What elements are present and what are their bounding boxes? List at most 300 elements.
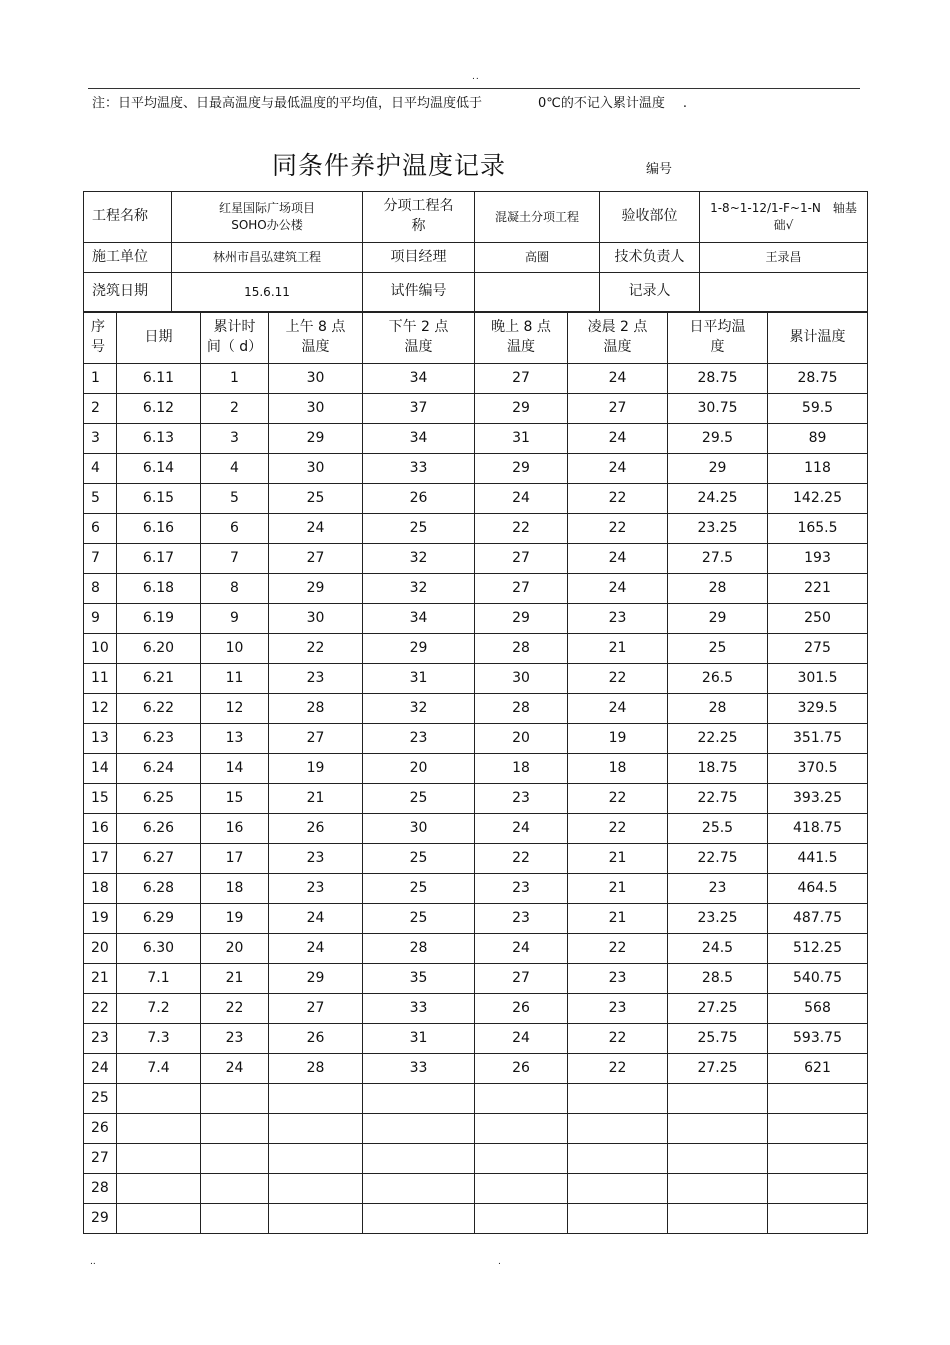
row-avg: 22.25	[668, 724, 768, 754]
row-pm2: 35	[363, 964, 475, 994]
row-date: 6.18	[117, 574, 201, 604]
row-night8: 27	[475, 964, 568, 994]
footer-dot-center: .	[498, 1257, 501, 1267]
row-seq: 28	[84, 1174, 117, 1204]
pour-date-label: 浇筑日期	[84, 273, 172, 312]
row-days	[201, 1114, 269, 1144]
row-date: 6.29	[117, 904, 201, 934]
col-am8	[269, 313, 363, 364]
row-dawn2: 21	[568, 634, 668, 664]
row-seq: 16	[84, 814, 117, 844]
row-days: 1	[201, 364, 269, 394]
row-days	[201, 1084, 269, 1114]
row-pm2: 34	[363, 364, 475, 394]
table-row	[84, 664, 868, 694]
sub-project-value: 混凝土分项工程	[475, 192, 600, 243]
row-am8: 30	[269, 394, 363, 424]
row-seq: 13	[84, 724, 117, 754]
temperature-record-table	[83, 312, 868, 1234]
row-dawn2: 21	[568, 874, 668, 904]
row-pm2: 20	[363, 754, 475, 784]
row-night8: 27	[475, 544, 568, 574]
row-dawn2: 21	[568, 904, 668, 934]
row-avg: 27.25	[668, 994, 768, 1024]
row-seq: 20	[84, 934, 117, 964]
row-cum: 540.75	[768, 964, 868, 994]
row-dawn2	[568, 1204, 668, 1234]
tech-lead-value: 王录昌	[700, 243, 868, 273]
row-cum	[768, 1114, 868, 1144]
acceptance-part-line1: 1-8~1-12/1-F~1-N 轴基	[710, 201, 857, 216]
sub-project-label	[363, 192, 475, 243]
row-avg: 23	[668, 874, 768, 904]
row-cum: 370.5	[768, 754, 868, 784]
row-date: 6.11	[117, 364, 201, 394]
row-dawn2: 24	[568, 424, 668, 454]
note-part1: 注：日平均温度、日最高温度与最低温度的平均值，日平均温度低于	[92, 96, 483, 111]
row-date: 6.26	[117, 814, 201, 844]
row-days: 3	[201, 424, 269, 454]
row-am8: 26	[269, 1024, 363, 1054]
table-row	[84, 514, 868, 544]
row-night8: 28	[475, 634, 568, 664]
table-row	[84, 1024, 868, 1054]
col-seq-line2: 号	[91, 339, 105, 355]
row-pm2: 33	[363, 1054, 475, 1084]
row-dawn2	[568, 1174, 668, 1204]
row-date: 6.21	[117, 664, 201, 694]
row-days: 6	[201, 514, 269, 544]
table-row	[84, 1174, 868, 1204]
info-row-unit	[84, 243, 868, 273]
row-seq: 23	[84, 1024, 117, 1054]
col-cum-days	[201, 313, 269, 364]
table-row	[84, 874, 868, 904]
row-am8	[269, 1204, 363, 1234]
row-am8	[269, 1114, 363, 1144]
table-row	[84, 934, 868, 964]
row-night8: 24	[475, 934, 568, 964]
row-cum: 142.25	[768, 484, 868, 514]
row-dawn2: 24	[568, 364, 668, 394]
row-dawn2: 27	[568, 394, 668, 424]
row-dawn2: 21	[568, 844, 668, 874]
row-night8: 24	[475, 1024, 568, 1054]
row-days: 13	[201, 724, 269, 754]
row-night8: 23	[475, 874, 568, 904]
row-am8: 27	[269, 994, 363, 1024]
row-pm2: 34	[363, 604, 475, 634]
row-cum: 221	[768, 574, 868, 604]
row-pm2: 25	[363, 904, 475, 934]
row-am8: 26	[269, 814, 363, 844]
row-am8	[269, 1144, 363, 1174]
row-pm2: 25	[363, 784, 475, 814]
row-cum: 193	[768, 544, 868, 574]
col-cum-days-line1: 累计时	[213, 319, 256, 336]
row-night8	[475, 1144, 568, 1174]
row-night8: 22	[475, 844, 568, 874]
construction-unit-label: 施工单位	[84, 243, 172, 273]
temperature-rows	[84, 364, 868, 1234]
row-dawn2: 24	[568, 694, 668, 724]
acceptance-part-label: 验收部位	[600, 192, 700, 243]
row-pm2: 33	[363, 454, 475, 484]
row-am8: 23	[269, 664, 363, 694]
row-am8: 29	[269, 424, 363, 454]
row-pm2	[363, 1204, 475, 1234]
row-am8: 23	[269, 874, 363, 904]
row-avg	[668, 1114, 768, 1144]
col-seq-line1: 序	[91, 319, 105, 336]
table-row	[84, 364, 868, 394]
row-days: 22	[201, 994, 269, 1024]
row-avg: 25.75	[668, 1024, 768, 1054]
table-row	[84, 1084, 868, 1114]
row-days	[201, 1204, 269, 1234]
row-date: 6.28	[117, 874, 201, 904]
code-label: 编号	[646, 162, 673, 177]
row-date: 6.27	[117, 844, 201, 874]
row-avg: 28	[668, 694, 768, 724]
row-dawn2: 22	[568, 934, 668, 964]
row-dawn2: 24	[568, 544, 668, 574]
row-pm2	[363, 1084, 475, 1114]
table-row	[84, 694, 868, 724]
row-pm2: 34	[363, 424, 475, 454]
row-dawn2	[568, 1114, 668, 1144]
row-am8: 30	[269, 364, 363, 394]
row-dawn2	[568, 1144, 668, 1174]
note-line	[92, 92, 687, 111]
info-row-project	[84, 192, 868, 243]
table-row	[84, 904, 868, 934]
row-date: 6.13	[117, 424, 201, 454]
row-days: 10	[201, 634, 269, 664]
row-dawn2: 24	[568, 454, 668, 484]
row-night8: 22	[475, 514, 568, 544]
row-night8	[475, 1084, 568, 1114]
footer-dots-left: ..	[90, 1257, 96, 1267]
row-date	[117, 1174, 201, 1204]
col-am8-line1: 上午 8 点	[285, 319, 346, 336]
row-dawn2: 22	[568, 514, 668, 544]
row-pm2	[363, 1174, 475, 1204]
row-cum: 512.25	[768, 934, 868, 964]
row-night8	[475, 1114, 568, 1144]
row-seq: 29	[84, 1204, 117, 1234]
row-pm2: 37	[363, 394, 475, 424]
row-pm2: 32	[363, 544, 475, 574]
project-name-label: 工程名称	[84, 192, 172, 243]
col-daily-avg-line2: 度	[710, 339, 725, 355]
note-part2: 0℃的不记入累计温度	[538, 96, 665, 111]
row-seq: 9	[84, 604, 117, 634]
row-seq: 22	[84, 994, 117, 1024]
row-avg: 27.25	[668, 1054, 768, 1084]
row-am8: 24	[269, 904, 363, 934]
row-am8: 24	[269, 934, 363, 964]
row-pm2: 30	[363, 814, 475, 844]
sub-project-label-line2: 称	[411, 218, 426, 234]
row-cum	[768, 1144, 868, 1174]
table-row	[84, 1114, 868, 1144]
col-seq	[84, 313, 117, 364]
row-seq: 6	[84, 514, 117, 544]
specimen-no-label: 试件编号	[363, 273, 475, 312]
row-dawn2: 22	[568, 1024, 668, 1054]
row-am8	[269, 1174, 363, 1204]
row-dawn2	[568, 1084, 668, 1114]
table-row	[84, 544, 868, 574]
col-am8-line2: 温度	[301, 339, 330, 355]
row-days: 17	[201, 844, 269, 874]
row-night8: 29	[475, 394, 568, 424]
table-row	[84, 754, 868, 784]
tech-lead-label: 技术负责人	[600, 243, 700, 273]
row-days: 24	[201, 1054, 269, 1084]
row-seq: 25	[84, 1084, 117, 1114]
row-avg: 27.5	[668, 544, 768, 574]
row-am8: 28	[269, 1054, 363, 1084]
row-avg: 23.25	[668, 904, 768, 934]
col-daily-avg-line1: 日平均温	[689, 319, 746, 336]
row-cum: 351.75	[768, 724, 868, 754]
row-pm2: 25	[363, 844, 475, 874]
col-pm2	[363, 313, 475, 364]
row-avg: 22.75	[668, 784, 768, 814]
row-night8: 24	[475, 814, 568, 844]
row-cum: 329.5	[768, 694, 868, 724]
row-pm2: 32	[363, 574, 475, 604]
row-seq: 11	[84, 664, 117, 694]
row-date: 7.3	[117, 1024, 201, 1054]
row-seq: 3	[84, 424, 117, 454]
row-days: 23	[201, 1024, 269, 1054]
col-daily-avg	[668, 313, 768, 364]
row-days: 16	[201, 814, 269, 844]
col-cumulative: 累计温度	[768, 313, 868, 364]
acceptance-part-line2: 础√	[773, 218, 794, 232]
row-avg	[668, 1174, 768, 1204]
note-part3: .	[682, 96, 688, 111]
row-cum: 301.5	[768, 664, 868, 694]
row-am8: 27	[269, 544, 363, 574]
row-am8: 30	[269, 604, 363, 634]
row-am8: 27	[269, 724, 363, 754]
table-row	[84, 724, 868, 754]
row-am8: 29	[269, 574, 363, 604]
table-row	[84, 964, 868, 994]
row-pm2: 28	[363, 934, 475, 964]
row-avg: 29	[668, 454, 768, 484]
row-am8: 29	[269, 964, 363, 994]
table-row	[84, 604, 868, 634]
row-seq: 27	[84, 1144, 117, 1174]
row-seq: 5	[84, 484, 117, 514]
row-days: 20	[201, 934, 269, 964]
table-row	[84, 994, 868, 1024]
row-seq: 4	[84, 454, 117, 484]
row-dawn2: 23	[568, 964, 668, 994]
table-row	[84, 814, 868, 844]
row-avg: 28.75	[668, 364, 768, 394]
row-pm2: 25	[363, 874, 475, 904]
info-row-pour	[84, 273, 868, 312]
row-date: 6.16	[117, 514, 201, 544]
row-date	[117, 1084, 201, 1114]
row-days	[201, 1144, 269, 1174]
col-pm2-line1: 下午 2 点	[388, 319, 449, 336]
row-dawn2: 23	[568, 994, 668, 1024]
page-title: 同条件养护温度记录	[272, 151, 507, 180]
row-date: 6.30	[117, 934, 201, 964]
row-night8: 27	[475, 574, 568, 604]
row-dawn2: 22	[568, 484, 668, 514]
row-seq: 12	[84, 694, 117, 724]
row-night8: 27	[475, 364, 568, 394]
row-avg: 25	[668, 634, 768, 664]
project-name-value	[172, 192, 363, 243]
table-row	[84, 1054, 868, 1084]
row-date: 6.19	[117, 604, 201, 634]
row-pm2: 23	[363, 724, 475, 754]
row-night8: 20	[475, 724, 568, 754]
row-cum: 568	[768, 994, 868, 1024]
row-pm2: 25	[363, 514, 475, 544]
row-date: 6.23	[117, 724, 201, 754]
table-row	[84, 1144, 868, 1174]
row-days	[201, 1174, 269, 1204]
row-cum: 464.5	[768, 874, 868, 904]
row-dawn2: 22	[568, 784, 668, 814]
row-avg	[668, 1204, 768, 1234]
row-am8: 30	[269, 454, 363, 484]
table-row	[84, 394, 868, 424]
row-dawn2: 23	[568, 604, 668, 634]
row-dawn2: 22	[568, 814, 668, 844]
row-cum: 118	[768, 454, 868, 484]
row-am8: 24	[269, 514, 363, 544]
project-manager-label: 项目经理	[363, 243, 475, 273]
row-seq: 19	[84, 904, 117, 934]
construction-unit-value: 林州市昌弘建筑工程	[172, 243, 363, 273]
project-name-line2: SOHO办公楼	[231, 218, 303, 232]
col-pm2-line2: 温度	[404, 339, 433, 355]
row-cum: 593.75	[768, 1024, 868, 1054]
row-avg	[668, 1084, 768, 1114]
row-days: 19	[201, 904, 269, 934]
row-seq: 7	[84, 544, 117, 574]
row-date: 6.14	[117, 454, 201, 484]
row-days: 21	[201, 964, 269, 994]
row-seq: 14	[84, 754, 117, 784]
row-cum: 250	[768, 604, 868, 634]
row-am8: 21	[269, 784, 363, 814]
table-row	[84, 484, 868, 514]
row-avg: 29	[668, 604, 768, 634]
row-seq: 15	[84, 784, 117, 814]
col-cum-days-line2: 间（ d）	[206, 339, 263, 355]
row-date: 6.12	[117, 394, 201, 424]
row-avg: 24.5	[668, 934, 768, 964]
row-night8: 30	[475, 664, 568, 694]
pour-date-value: 15.6.11	[172, 273, 363, 312]
row-days: 15	[201, 784, 269, 814]
row-days: 14	[201, 754, 269, 784]
specimen-no-value	[475, 273, 600, 312]
row-dawn2: 18	[568, 754, 668, 784]
table-row	[84, 574, 868, 604]
row-days: 2	[201, 394, 269, 424]
row-pm2: 29	[363, 634, 475, 664]
recorder-label: 记录人	[600, 273, 700, 312]
column-header-row	[84, 313, 868, 364]
row-cum: 165.5	[768, 514, 868, 544]
row-pm2: 31	[363, 664, 475, 694]
row-cum: 275	[768, 634, 868, 664]
row-night8	[475, 1204, 568, 1234]
col-dawn2-line2: 温度	[603, 339, 632, 355]
row-night8: 18	[475, 754, 568, 784]
row-cum: 621	[768, 1054, 868, 1084]
top-rule	[88, 88, 860, 89]
row-pm2: 33	[363, 994, 475, 1024]
row-night8: 23	[475, 904, 568, 934]
row-night8: 29	[475, 454, 568, 484]
top-dots: ..	[472, 72, 480, 82]
row-cum: 89	[768, 424, 868, 454]
row-pm2	[363, 1144, 475, 1174]
row-avg: 28.5	[668, 964, 768, 994]
row-days: 5	[201, 484, 269, 514]
row-pm2	[363, 1114, 475, 1144]
col-dawn2	[568, 313, 668, 364]
row-date: 6.22	[117, 694, 201, 724]
row-night8: 23	[475, 784, 568, 814]
table-row	[84, 1204, 868, 1234]
row-seq: 18	[84, 874, 117, 904]
project-manager-value: 高圈	[475, 243, 600, 273]
row-night8	[475, 1174, 568, 1204]
table-row	[84, 844, 868, 874]
row-seq: 2	[84, 394, 117, 424]
table-row	[84, 634, 868, 664]
acceptance-part-value	[700, 192, 868, 243]
row-cum: 487.75	[768, 904, 868, 934]
row-night8: 29	[475, 604, 568, 634]
row-seq: 21	[84, 964, 117, 994]
row-am8: 22	[269, 634, 363, 664]
row-seq: 26	[84, 1114, 117, 1144]
row-date: 7.1	[117, 964, 201, 994]
col-date: 日期	[117, 313, 201, 364]
row-am8: 23	[269, 844, 363, 874]
row-days: 9	[201, 604, 269, 634]
row-days: 11	[201, 664, 269, 694]
row-cum: 441.5	[768, 844, 868, 874]
row-am8: 19	[269, 754, 363, 784]
row-seq: 1	[84, 364, 117, 394]
row-pm2: 31	[363, 1024, 475, 1054]
row-date: 7.2	[117, 994, 201, 1024]
row-date: 6.17	[117, 544, 201, 574]
row-date: 6.15	[117, 484, 201, 514]
row-date: 6.25	[117, 784, 201, 814]
row-avg: 30.75	[668, 394, 768, 424]
row-cum	[768, 1204, 868, 1234]
row-date: 6.20	[117, 634, 201, 664]
